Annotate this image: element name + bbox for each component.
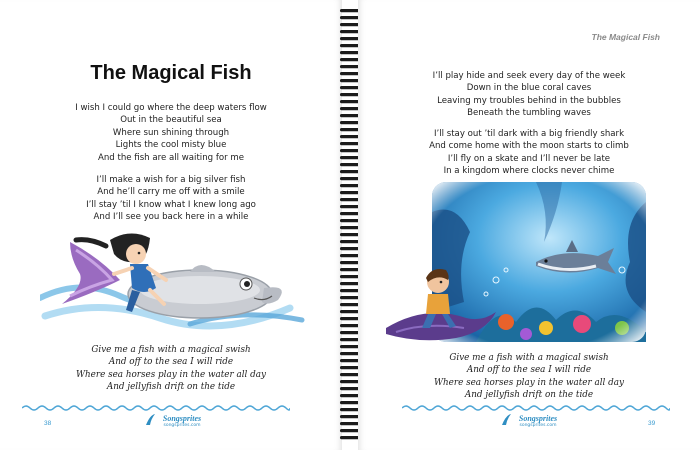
spiral-ring <box>340 184 360 187</box>
verse-line: I’ll stay out ’til dark with a big friendly shark <box>433 129 625 139</box>
spiral-ring <box>340 114 360 117</box>
verse-line: Beneath the tumbling waves <box>467 108 591 119</box>
spiral-ring <box>340 51 360 54</box>
right-page <box>358 0 700 450</box>
spiral-ring <box>340 338 360 341</box>
spiral-ring <box>340 198 360 201</box>
spiral-ring <box>340 310 360 313</box>
spiral-ring <box>340 366 360 369</box>
page-number: 38 <box>44 420 52 427</box>
spiral-ring <box>340 436 360 439</box>
spiral-ring <box>340 9 360 12</box>
spiral-ring <box>340 387 360 390</box>
spiral-ring <box>340 107 360 110</box>
chorus-line: Give me a fish with a magical swish <box>449 353 609 363</box>
spiral-ring <box>340 135 360 138</box>
spiral-ring <box>340 72 360 75</box>
spiral-ring <box>340 373 360 376</box>
spiral-ring <box>340 303 360 306</box>
spiral-ring <box>340 226 360 229</box>
spiral-ring <box>340 429 360 432</box>
chorus-line: Where sea horses play in the water all day <box>75 369 267 380</box>
verse-line: Leaving my troubles behind in the bubbles <box>437 95 621 106</box>
spiral-ring <box>340 121 360 124</box>
page-title: The Magical Fish <box>90 62 252 84</box>
spiral-ring <box>340 359 360 362</box>
verse-1 <box>0 102 342 164</box>
verse-2 <box>0 174 342 224</box>
spiral-ring <box>340 254 360 257</box>
spiral-ring <box>340 247 360 250</box>
verse-line: And the fish are all waiting for me <box>97 152 245 163</box>
wave-divider <box>402 404 670 412</box>
verse-line: Out in the beautiful sea <box>120 115 222 126</box>
spiral-ring <box>340 93 360 96</box>
spiral-ring <box>340 296 360 299</box>
spiral-ring <box>340 268 360 271</box>
logo-url: songsprites.com <box>163 423 201 428</box>
spiral-ring <box>340 317 360 320</box>
spiral-ring <box>340 282 360 285</box>
page-number: 39 <box>648 420 656 427</box>
spiral-ring <box>340 408 360 411</box>
verse-line: I wish I could go where the deep waters flow <box>75 103 267 113</box>
verse-line: And he’ll carry me off with a smile <box>97 187 245 198</box>
spiral-ring <box>340 30 360 33</box>
spiral-ring <box>340 331 360 334</box>
spiral-ring <box>340 163 360 166</box>
verse-line: And I’ll see you back here in a while <box>93 212 249 223</box>
chorus-line: And off to the sea I will ride <box>108 357 234 368</box>
spiral-ring <box>340 422 360 425</box>
verse-line: And come home with the moon starts to climb <box>429 141 629 152</box>
verse-line: Where sun shining through <box>112 127 230 138</box>
spiral-ring <box>340 261 360 264</box>
spiral-ring <box>340 65 360 68</box>
spiral-ring <box>340 415 360 418</box>
logo-brand: Songsprites <box>162 414 202 423</box>
spiral-ring <box>340 156 360 159</box>
verse-line: I’ll stay ’til I know what I knew long ago <box>86 199 256 210</box>
spiral-ring <box>340 86 360 89</box>
spiral-ring <box>340 149 360 152</box>
underwater-scene-illustration <box>386 182 666 352</box>
chorus <box>358 352 700 402</box>
verse-line: I’ll make a wish for a big silver fish <box>96 175 246 185</box>
logo-url: songsprites.com <box>519 423 557 428</box>
verse-line: In a kingdom where clocks never chime <box>443 166 615 177</box>
spiral-ring <box>340 324 360 327</box>
spiral-ring <box>340 345 360 348</box>
spiral-ring <box>340 170 360 173</box>
chorus <box>0 344 342 394</box>
chorus-line: Give me a fish with a magical swish <box>91 345 251 355</box>
verse-line: Down in the blue coral caves <box>466 83 592 94</box>
spiral-ring <box>340 219 360 222</box>
chorus-line: Where sea horses play in the water all day <box>433 377 625 388</box>
chorus-line: And jellyfish drift on the tide <box>106 382 236 393</box>
spiral-ring <box>340 37 360 40</box>
chorus-line: And jellyfish drift on the tide <box>464 390 594 401</box>
songsprites-logo <box>508 414 568 428</box>
songsprites-logo <box>152 414 212 428</box>
spiral-ring <box>340 44 360 47</box>
spiral-ring <box>340 58 360 61</box>
running-header: The Magical Fish <box>591 32 660 42</box>
spiral-ring <box>340 275 360 278</box>
girl-riding-fish-illustration <box>40 228 310 338</box>
spiral-ring <box>340 212 360 215</box>
logo-brand: Songsprites <box>518 414 558 423</box>
spiral-ring <box>340 352 360 355</box>
verse-4 <box>358 128 700 178</box>
spiral-ring <box>340 23 360 26</box>
spiral-ring <box>340 142 360 145</box>
wave-divider <box>22 404 290 412</box>
spiral-ring <box>340 205 360 208</box>
verse-3 <box>358 70 700 120</box>
spiral-ring <box>340 128 360 131</box>
spiral-ring <box>340 100 360 103</box>
spiral-ring <box>340 233 360 236</box>
spiral-ring <box>340 79 360 82</box>
verse-line: I’ll play hide and seek every day of the week <box>432 71 626 81</box>
spiral-ring <box>340 394 360 397</box>
chorus-line: And off to the sea I will ride <box>466 365 592 376</box>
verse-line: I’ll fly on a skate and I’ll never be late <box>447 153 611 164</box>
spiral-ring <box>340 177 360 180</box>
verse-line: Lights the cool misty blue <box>115 140 227 151</box>
spiral-ring <box>340 240 360 243</box>
spiral-ring <box>340 191 360 194</box>
spiral-ring <box>340 401 360 404</box>
spiral-ring <box>340 380 360 383</box>
left-page <box>0 0 342 450</box>
spiral-ring <box>340 16 360 19</box>
spiral-ring <box>340 289 360 292</box>
